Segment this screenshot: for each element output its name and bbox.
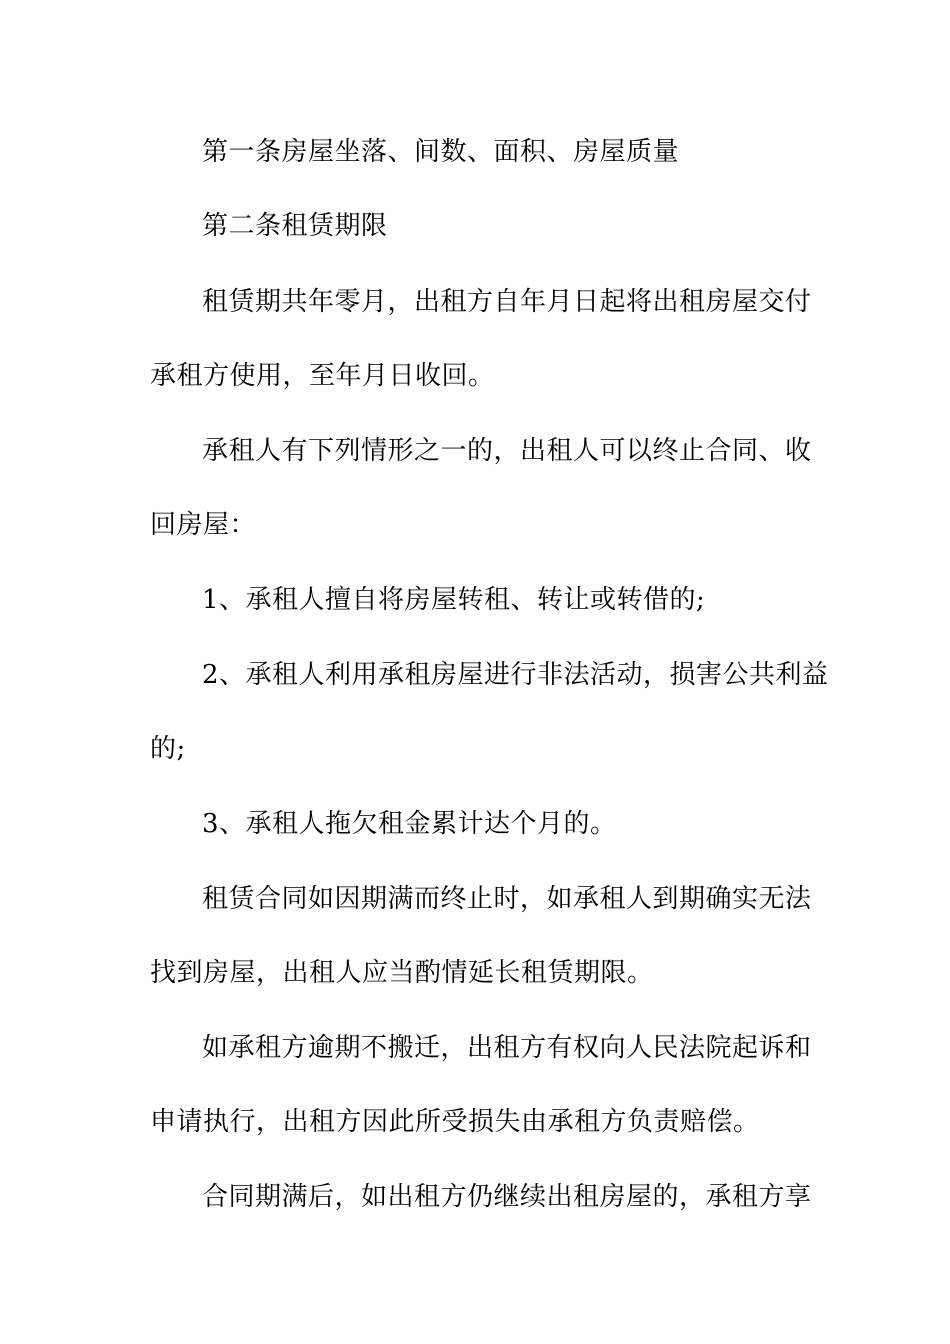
paragraph-line: 租赁合同如因期满而终止时，如承租人到期确实无法 bbox=[202, 884, 812, 914]
list-item: 3、承租人拖欠租金累计达个月的。 bbox=[202, 809, 617, 839]
article-1-heading: 第一条房屋坐落、间数、面积、房屋质量 bbox=[202, 137, 680, 167]
list-item-continuation: 的; bbox=[150, 734, 186, 764]
paragraph-line: 合同期满后，如出租方仍继续出租房屋的，承租方享 bbox=[202, 1182, 812, 1212]
paragraph-line: 回房屋： bbox=[150, 510, 257, 540]
paragraph-line: 承租方使用，至年月日收回。 bbox=[150, 361, 495, 391]
paragraph-line: 找到房屋，出租人应当酌情延长租赁期限。 bbox=[150, 958, 654, 988]
list-item: 1、承租人擅自将房屋转租、转让或转借的; bbox=[202, 585, 706, 615]
paragraph-line: 申请执行，出租方因此所受损失由承租方负责赔偿。 bbox=[150, 1107, 760, 1137]
paragraph-line: 租赁期共年零月，出租方自年月日起将出租房屋交付 bbox=[202, 287, 812, 317]
article-2-heading: 第二条租赁期限 bbox=[202, 211, 388, 241]
paragraph-line: 承租人有下列情形之一的，出租人可以终止合同、收 bbox=[202, 436, 812, 466]
paragraph-line: 如承租方逾期不搬迁，出租方有权向人民法院起诉和 bbox=[202, 1033, 812, 1063]
list-item: 2、承租人利用承租房屋进行非法活动，损害公共利益 bbox=[202, 660, 829, 690]
